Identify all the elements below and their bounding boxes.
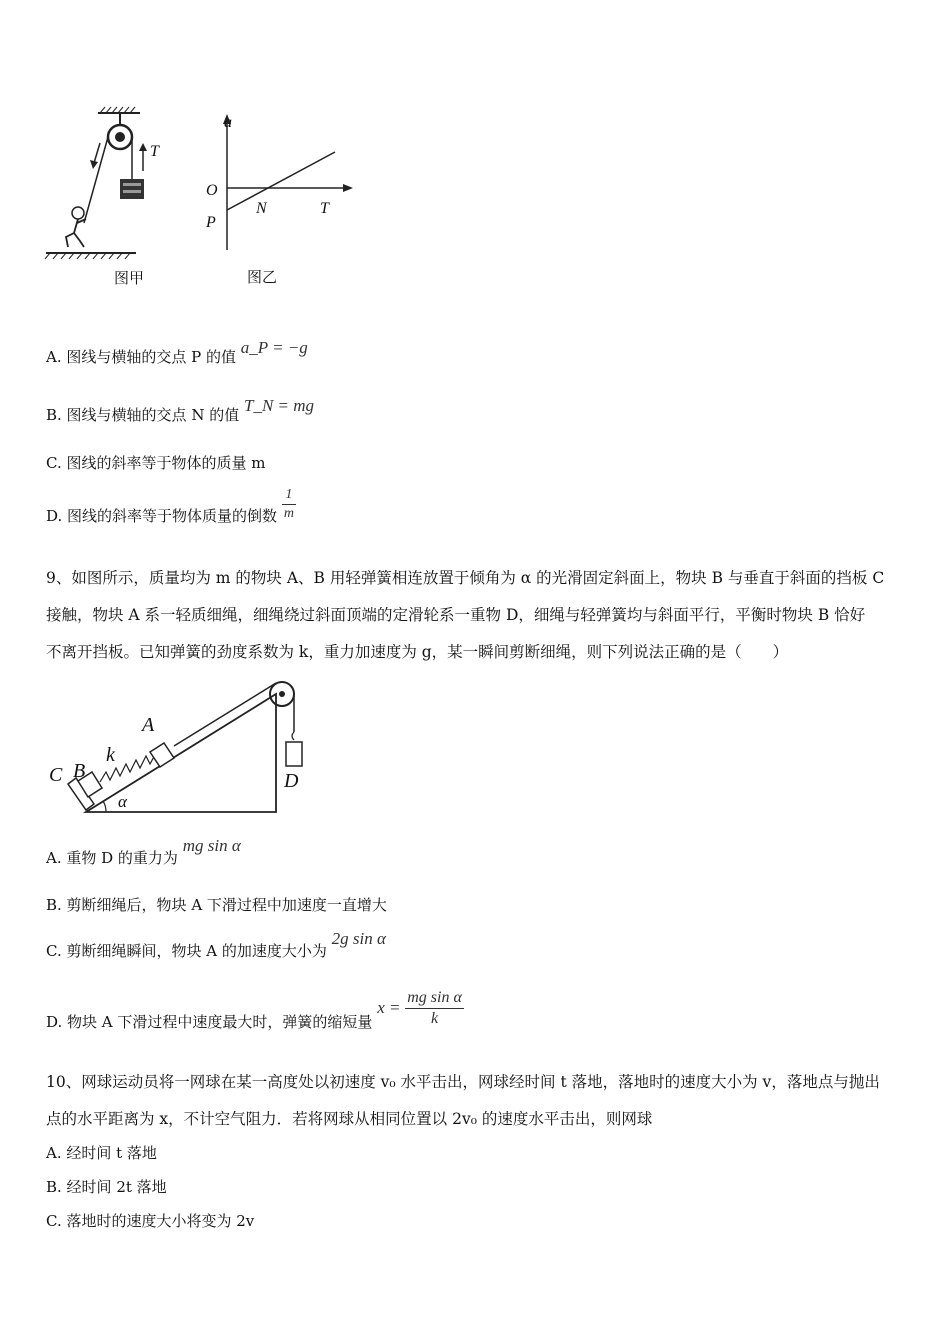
- option-text: D. 图线的斜率等于物体质量的倒数: [46, 506, 278, 525]
- stem-line: 不离开挡板。已知弹簧的劲度系数为 k，重力加速度为 g，某一瞬间剪断细绳，则下列说法正确的是（ ）: [46, 643, 789, 661]
- graph-line: [227, 152, 335, 210]
- figure-incline: [44, 676, 324, 826]
- p-label: P: [206, 214, 216, 231]
- option-text: A. 图线与横轴的交点 P 的值: [46, 348, 236, 366]
- stem-line: 9、如图所示，质量均为 m 的物块 A、B 用轻弹簧相连放置于倾角为 α 的光滑固定斜面上，物块 B 与垂直于斜面的挡板 C: [46, 569, 885, 587]
- q8-option-d: [46, 486, 296, 530]
- q10-option-c: [46, 1211, 254, 1231]
- label-a: A: [142, 714, 155, 736]
- option-formula: a_P = −g: [240, 338, 308, 357]
- stem-line: 10、网球运动员将一网球在某一高度处以初速度 v₀ 水平击出，网球经时间 t 落地，落地时的速度大小为 v，落地点与抛出: [46, 1073, 880, 1091]
- option-text: B. 经时间 2t 落地: [46, 1178, 167, 1196]
- option-text: C. 图线的斜率等于物体的质量 m: [46, 454, 266, 472]
- figure-a-t-graph: [195, 110, 365, 290]
- fraction-numerator: mg sin α: [405, 988, 464, 1009]
- label-d: D: [284, 770, 299, 792]
- q10-option-a: [46, 1143, 157, 1163]
- option-text: C. 落地时的速度大小将变为 2v: [46, 1212, 255, 1230]
- q8-option-c: [46, 453, 265, 473]
- label-c: C: [49, 764, 63, 786]
- x-axis-label: T: [320, 200, 329, 217]
- option-formula: mg sin α: [182, 836, 241, 855]
- option-text: C. 剪断细绳瞬间，物块 A 的加速度大小为: [46, 942, 327, 960]
- q9-option-d: [46, 988, 464, 1034]
- q10-stem: [46, 1064, 880, 1138]
- graph-axes: [195, 110, 365, 260]
- tension-label: T: [150, 143, 159, 160]
- q9-option-b: [46, 895, 387, 915]
- fraction-numerator: 1: [282, 486, 296, 505]
- incline-diagram: [44, 676, 324, 821]
- option-text: B. 剪断细绳后，物块 A 下滑过程中加速度一直增大: [46, 896, 387, 914]
- option-formula: 2g sin α: [331, 929, 386, 948]
- q8-option-b: [46, 396, 315, 425]
- option-fraction: [282, 486, 296, 523]
- option-formula: T_N = mg: [244, 396, 315, 415]
- option-text: A. 经时间 t 落地: [46, 1144, 157, 1162]
- q9-option-c: [46, 929, 386, 961]
- q9-stem: [46, 560, 884, 671]
- n-label: N: [256, 200, 267, 217]
- figure-pulley-person: [40, 105, 170, 285]
- stem-line: 接触，物块 A 系一轻质细绳，细绳绕过斜面顶端的定滑轮系一重物 D，细绳与轻弹簧均与斜面平行，平衡时物块 B 恰好: [46, 606, 866, 624]
- q8-option-a: [46, 338, 308, 367]
- option-text: A. 重物 D 的重力为: [46, 849, 178, 867]
- fraction-denominator: m: [283, 506, 294, 521]
- label-k: k: [106, 744, 115, 766]
- stem-line: 点的水平距离为 x，不计空气阻力．若将网球从相同位置以 2v₀ 的速度水平击出，则网球: [46, 1110, 653, 1128]
- y-axis-label: a: [224, 114, 232, 131]
- fraction-denominator: k: [431, 1010, 439, 1027]
- label-b: B: [73, 760, 86, 782]
- q10-option-b: [46, 1177, 167, 1197]
- option-fraction: [405, 988, 464, 1029]
- q9-option-a: [46, 836, 241, 868]
- formula-lhs: x =: [377, 997, 401, 1017]
- figure-b-caption: 图乙: [247, 268, 278, 286]
- option-text: B. 图线与横轴的交点 N 的值: [46, 406, 240, 424]
- label-alpha: α: [118, 792, 127, 811]
- figure-a-caption: 图甲: [114, 269, 145, 287]
- pulley-diagram: [40, 105, 170, 265]
- option-text: D. 物块 A 下滑过程中速度最大时，弹簧的缩短量: [46, 1012, 373, 1031]
- origin-label: O: [206, 182, 218, 199]
